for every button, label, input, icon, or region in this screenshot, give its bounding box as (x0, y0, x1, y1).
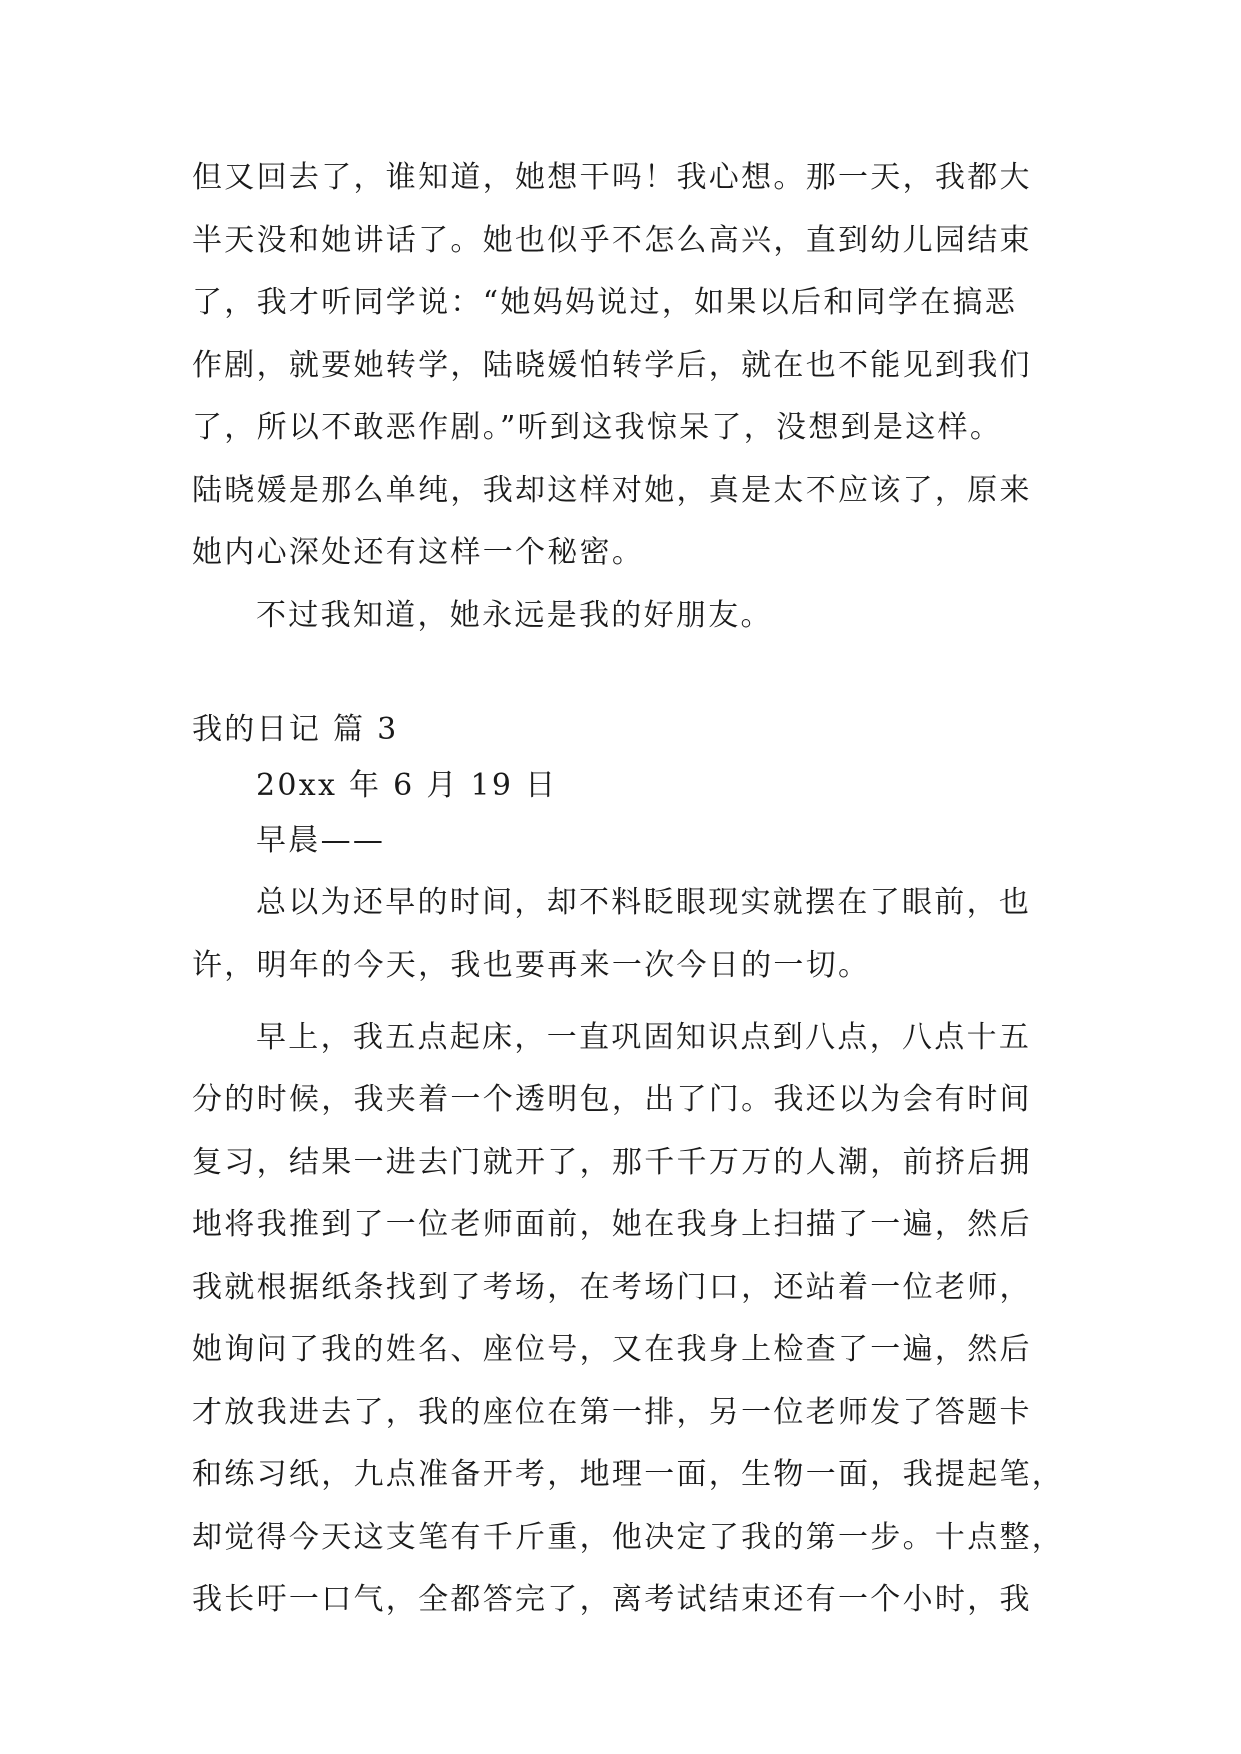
paragraph-line: 分的时候，我夹着一个透明包，出了门。我还以为会有时间 (192, 1082, 1032, 1117)
section-heading: 我的日记 篇 3 (192, 712, 399, 747)
time-of-day: 早晨—— (256, 823, 386, 858)
closing-line: 不过我知道，她永远是我的好朋友。 (256, 598, 773, 633)
paragraph-line: 半天没和她讲话了。她也似乎不怎么高兴，直到幼儿园结束 (192, 223, 1032, 258)
paragraph-line: 早上，我五点起床，一直巩固知识点到八点，八点十五 (256, 1020, 1032, 1055)
paragraph-line: 总以为还早的时间，却不料眨眼现实就摆在了眼前，也 (256, 885, 1032, 920)
paragraph-line: 复习，结果一进去门就开了，那千千万万的人潮，前挤后拥 (192, 1145, 1032, 1180)
paragraph-line: 了，所以不敢恶作剧。”听到这我惊呆了，没想到是这样。 (192, 410, 1003, 445)
paragraph-line: 她内心深处还有这样一个秘密。 (192, 535, 645, 570)
paragraph-line: 但又回去了，谁知道，她想干吗！我心想。那一天，我都大 (192, 160, 1032, 195)
paragraph-line: 却觉得今天这支笔有千斤重，他决定了我的第一步。十点整， (192, 1520, 1065, 1555)
paragraph-line: 她询问了我的姓名、座位号，又在我身上检查了一遍，然后 (192, 1332, 1032, 1367)
paragraph-line: 陆晓媛是那么单纯，我却这样对她，真是太不应该了，原来 (192, 473, 1032, 508)
paragraph-line: 地将我推到了一位老师面前，她在我身上扫描了一遍，然后 (192, 1207, 1032, 1242)
diary-date: 20xx 年 6 月 19 日 (256, 768, 558, 803)
paragraph-line: 我长吁一口气，全都答完了，离考试结束还有一个小时，我 (192, 1582, 1032, 1617)
paragraph-line: 和练习纸，九点准备开考，地理一面，生物一面，我提起笔， (192, 1457, 1065, 1492)
paragraph-line: 才放我进去了，我的座位在第一排，另一位老师发了答题卡 (192, 1395, 1032, 1430)
paragraph-line: 我就根据纸条找到了考场，在考场门口，还站着一位老师， (192, 1270, 1032, 1305)
paragraph-line: 了，我才听同学说：“她妈妈说过，如果以后和同学在搞恶 (192, 285, 1018, 320)
paragraph-line: 许，明年的今天，我也要再来一次今日的一切。 (192, 948, 871, 983)
paragraph-line: 作剧，就要她转学，陆晓媛怕转学后，就在也不能见到我们 (192, 348, 1032, 383)
